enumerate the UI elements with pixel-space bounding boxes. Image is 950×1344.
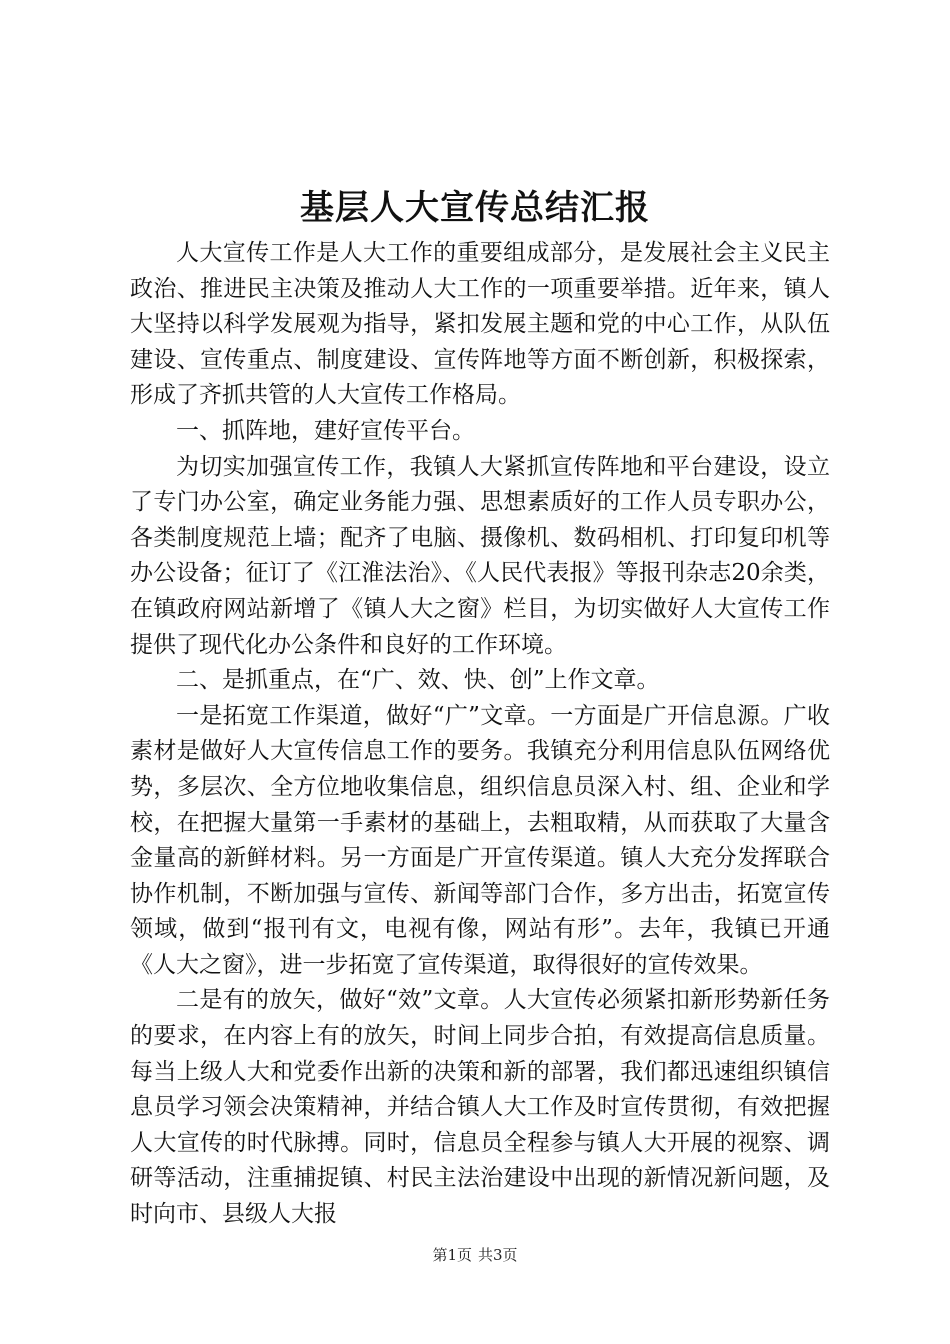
document-body <box>130 236 830 1233</box>
section-heading-2: 二、是抓重点，在“广、效、快、创”上作文章。 <box>176 667 660 694</box>
section-heading-1: 一、抓阵地，建好宣传平台。 <box>176 417 475 444</box>
page-footer <box>0 1244 950 1266</box>
page-total: 共3页 <box>478 1246 518 1264</box>
document-title: 基层人大宣传总结汇报 <box>300 188 650 228</box>
paragraph-xiao: 二是有的放矢，做好“效”文章。人大宣传必须紧扣新形势新任务的要求，在内容上有的放矢，时间上同步合拍，有效提高信息质量。每当上级人大和党委作出新的决策和新的部署，我们都迅速组织镇信息员学习领会决策精神，并结合镇人大工作及时宣传贯彻，有效把握人大宣传的时代脉搏。同时，信息员全程参与镇人大开展的视察、调研等活动，注重捕捉镇、村民主法治建设中出现的新情况新问题，及时向市、县级人大报 <box>130 987 830 1228</box>
page-number: 第1页 <box>432 1246 472 1264</box>
paragraph-platform: 为切实加强宣传工作，我镇人大紧抓宣传阵地和平台建设，设立了专门办公室，确定业务能力强、思想素质好的工作人员专职办公，各类制度规范上墙；配齐了电脑、摄像机、数码相机、打印复印机等办公设备；征订了《江淮法治》、《人民代表报》等报刊杂志20余类，在镇政府网站新增了《镇人大之窗》栏目，为切实做好人大宣传工作提供了现代化办公条件和良好的工作环境。 <box>130 453 830 658</box>
paragraph-guang: 一是拓宽工作渠道，做好“广”文章。一方面是广开信息源。广收素材是做好人大宣传信息工作的要务。我镇充分利用信息队伍网络优势，多层次、全方位地收集信息，组织信息员深入村、组、企业和学校，在把握大量第一手素材的基础上，去粗取精，从而获取了大量含金量高的新鲜材料。另一方面是广开宣传渠道。镇人大充分发挥联合协作机制，不断加强与宣传、新闻等部门合作，多方出击，拓宽宣传领域，做到“报刊有文，电视有像，网站有形”。去年，我镇已开通《人大之窗》，进一步拓宽了宣传渠道，取得很好的宣传效果。 <box>130 702 830 978</box>
paragraph-intro: 人大宣传工作是人大工作的重要组成部分，是发展社会主义民主政治、推进民主决策及推动人大工作的一项重要举措。近年来，镇人大坚持以科学发展观为指导，紧扣发展主题和党的中心工作，从队伍建设、宣传重点、制度建设、宣传阵地等方面不断创新，积极探索，形成了齐抓共管的人大宣传工作格局。 <box>130 240 830 409</box>
